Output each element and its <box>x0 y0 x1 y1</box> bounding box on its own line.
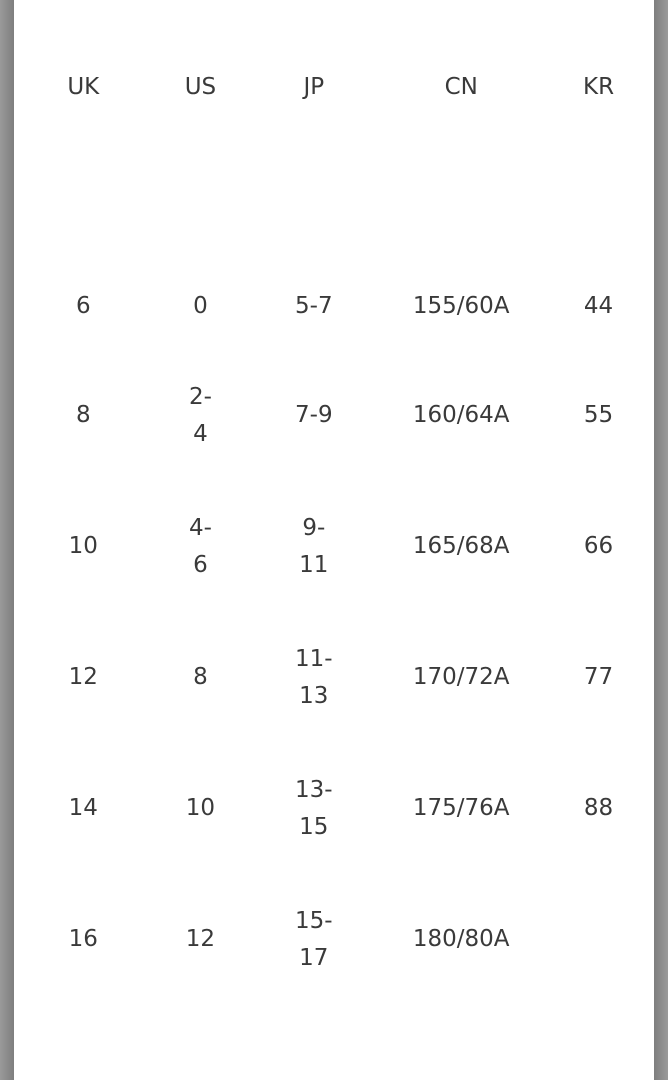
size-value-us: 8 <box>193 664 208 690</box>
table-row <box>14 874 654 1005</box>
size-value-jp: 15- 17 <box>295 907 333 971</box>
size-cell-uk <box>14 612 153 743</box>
size-cell-uk <box>14 350 153 481</box>
size-cell-cn <box>379 874 543 1005</box>
size-cell-kr <box>543 262 654 350</box>
size-cell-us <box>153 481 249 612</box>
size-value-us: 4- 6 <box>188 514 212 578</box>
size-value-cn: 175/76A <box>412 795 510 821</box>
size-cell-jp <box>248 612 379 743</box>
table-row <box>14 262 654 350</box>
size-cell-kr <box>543 612 654 743</box>
size-cell-cn <box>379 350 543 481</box>
size-value-jp: 11- 13 <box>295 645 333 709</box>
size-value-cn: 165/68A <box>412 533 510 559</box>
size-cell-cn <box>379 481 543 612</box>
size-cell-us <box>153 612 249 743</box>
table-row <box>14 481 654 612</box>
size-cell-jp <box>248 350 379 481</box>
size-value-us: 12 <box>185 926 216 952</box>
size-value-kr: 55 <box>583 402 614 428</box>
column-header-kr: KR <box>583 74 615 100</box>
size-cell-uk <box>14 743 153 874</box>
size-cell-kr <box>543 481 654 612</box>
size-cell-jp <box>248 262 379 350</box>
size-value-cn: 160/64A <box>412 402 510 428</box>
size-value-uk: 10 <box>68 533 98 559</box>
size-value-jp: 5-7 <box>295 292 333 319</box>
size-value-jp: 9- 11 <box>299 514 329 578</box>
size-value-kr: 44 <box>583 292 614 319</box>
column-header-us: US <box>184 74 217 100</box>
size-cell-us <box>153 350 249 481</box>
size-cell-uk <box>14 481 153 612</box>
size-value-jp: 7-9 <box>295 402 333 428</box>
size-chart-table <box>14 0 654 1005</box>
size-value-kr: 66 <box>583 533 614 559</box>
size-value-kr: 77 <box>583 664 614 690</box>
size-value-cn: 155/60A <box>412 292 510 319</box>
size-cell-cn <box>379 262 543 350</box>
size-chart-body <box>14 262 654 1005</box>
size-chart-card <box>14 0 654 1080</box>
column-header-jp: JP <box>303 74 325 100</box>
size-cell-cn <box>379 612 543 743</box>
size-value-us: 0 <box>193 292 208 319</box>
size-cell-uk <box>14 262 153 350</box>
size-value-cn: 180/80A <box>412 926 510 952</box>
size-value-kr: 88 <box>583 795 614 821</box>
size-cell-jp <box>248 874 379 1005</box>
size-cell-cn <box>379 743 543 874</box>
table-row <box>14 743 654 874</box>
size-cell-kr <box>543 874 654 1005</box>
size-cell-kr <box>543 350 654 481</box>
size-value-uk: 14 <box>68 795 98 821</box>
size-value-uk: 8 <box>75 402 91 428</box>
size-cell-jp <box>248 481 379 612</box>
size-cell-us <box>153 743 249 874</box>
size-cell-uk <box>14 874 153 1005</box>
size-value-us: 2- 4 <box>188 383 212 447</box>
size-value-uk: 6 <box>75 292 91 319</box>
header-spacer <box>14 176 654 262</box>
size-value-uk: 12 <box>68 664 98 690</box>
size-cell-us <box>153 874 249 1005</box>
size-cell-us <box>153 262 249 350</box>
column-header-cn: CN <box>444 74 478 100</box>
column-header-uk: UK <box>67 74 100 100</box>
size-value-cn: 170/72A <box>412 664 510 690</box>
size-value-uk: 16 <box>68 926 98 952</box>
table-row <box>14 612 654 743</box>
table-row <box>14 350 654 481</box>
size-value-jp: 13- 15 <box>295 776 333 840</box>
size-cell-kr <box>543 743 654 874</box>
size-value-us: 10 <box>185 795 216 821</box>
size-chart-header-row <box>14 0 654 176</box>
size-cell-jp <box>248 743 379 874</box>
